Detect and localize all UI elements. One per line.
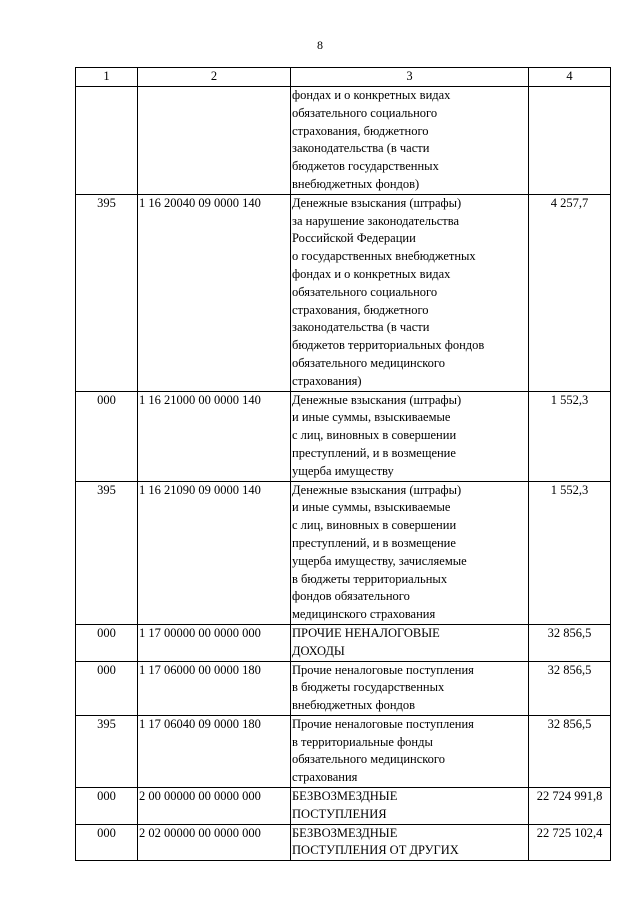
amount-cell: 1 552,3 bbox=[529, 391, 611, 481]
revenue-name-line: БЕЗВОЗМЕЗДНЫЕ bbox=[292, 789, 398, 804]
revenue-name-cell bbox=[291, 194, 529, 391]
revenue-name-line: с лиц, виновных в совершении bbox=[292, 428, 457, 443]
revenue-name-line: страхования bbox=[292, 770, 358, 785]
revenue-name-line: бюджетов территориальных фондов bbox=[292, 338, 485, 353]
budget-code-cell: 1 16 21000 00 0000 140 bbox=[138, 391, 291, 481]
revenue-name-cell bbox=[291, 391, 529, 481]
revenue-name-line: ущерба имуществу, зачисляемые bbox=[292, 553, 467, 568]
admin-code-cell: 395 bbox=[76, 194, 138, 391]
table-row bbox=[76, 624, 611, 661]
revenue-name-line: Денежные взыскания (штрафы) bbox=[292, 392, 462, 407]
table-body bbox=[76, 87, 611, 861]
revenue-name-line: о государственных внебюджетных bbox=[292, 249, 476, 264]
revenue-name-line: ПОСТУПЛЕНИЯ bbox=[292, 806, 387, 821]
revenue-name-line: и иные суммы, взыскиваемые bbox=[292, 410, 451, 425]
budget-code-cell: 1 16 20040 09 0000 140 bbox=[138, 194, 291, 391]
revenue-name-line: бюджетов государственных bbox=[292, 159, 439, 174]
revenue-name-cell bbox=[291, 481, 529, 624]
table-row bbox=[76, 194, 611, 391]
table-row bbox=[76, 824, 611, 861]
admin-code-cell: 000 bbox=[76, 788, 138, 825]
admin-code-cell: 395 bbox=[76, 715, 138, 787]
header-col-1: 1 bbox=[76, 68, 138, 87]
table-row bbox=[76, 391, 611, 481]
amount-cell: 32 856,5 bbox=[529, 715, 611, 787]
revenue-name-line: ПРОЧИЕ НЕНАЛОГОВЫЕ bbox=[292, 625, 440, 640]
admin-code-cell bbox=[76, 87, 138, 195]
amount-cell: 32 856,5 bbox=[529, 661, 611, 715]
revenue-name-line: законодательства (в части bbox=[292, 320, 430, 335]
revenue-name-line: с лиц, виновных в совершении bbox=[292, 518, 457, 533]
revenue-name-line: ущерба имуществу bbox=[292, 463, 394, 478]
header-col-3: 3 bbox=[291, 68, 529, 87]
revenue-name-line: преступлений, и в возмещение bbox=[292, 445, 456, 460]
revenue-name-line: страхования, бюджетного bbox=[292, 123, 429, 138]
budget-code-cell: 1 16 21090 09 0000 140 bbox=[138, 481, 291, 624]
table-row bbox=[76, 661, 611, 715]
revenue-name-line: фондах и о конкретных видах bbox=[292, 266, 451, 281]
revenue-name-line: страхования, бюджетного bbox=[292, 302, 429, 317]
revenue-name-cell bbox=[291, 624, 529, 661]
budget-code-cell: 1 17 06040 09 0000 180 bbox=[138, 715, 291, 787]
budget-code-cell: 2 00 00000 00 0000 000 bbox=[138, 788, 291, 825]
revenue-name-line: обязательного медицинского bbox=[292, 752, 446, 767]
budget-code-cell: 1 17 06000 00 0000 180 bbox=[138, 661, 291, 715]
amount-cell: 4 257,7 bbox=[529, 194, 611, 391]
revenue-name-line: обязательного медицинского bbox=[292, 355, 446, 370]
revenue-name-line: БЕЗВОЗМЕЗДНЫЕ bbox=[292, 825, 398, 840]
revenue-name-line: Прочие неналоговые поступления bbox=[292, 662, 474, 677]
revenue-name-line: в бюджеты государственных bbox=[292, 680, 445, 695]
revenue-name-cell bbox=[291, 661, 529, 715]
revenue-name-line: ПОСТУПЛЕНИЯ ОТ ДРУГИХ bbox=[292, 843, 459, 858]
revenue-name-line: и иные суммы, взыскиваемые bbox=[292, 500, 451, 515]
table-row bbox=[76, 87, 611, 195]
admin-code-cell: 000 bbox=[76, 661, 138, 715]
revenue-name-line: фондов обязательного bbox=[292, 589, 410, 604]
table-header bbox=[76, 68, 611, 87]
admin-code-cell: 000 bbox=[76, 624, 138, 661]
table-row bbox=[76, 788, 611, 825]
admin-code-cell: 395 bbox=[76, 481, 138, 624]
admin-code-cell: 000 bbox=[76, 391, 138, 481]
revenue-table bbox=[75, 67, 611, 861]
revenue-name-line: за нарушение законодательства bbox=[292, 213, 459, 228]
revenue-name-line: внебюджетных фондов) bbox=[292, 176, 420, 191]
amount-cell: 1 552,3 bbox=[529, 481, 611, 624]
amount-cell bbox=[529, 87, 611, 195]
budget-code-cell: 2 02 00000 00 0000 000 bbox=[138, 824, 291, 861]
amount-cell: 32 856,5 bbox=[529, 624, 611, 661]
revenue-name-line: преступлений, и в возмещение bbox=[292, 535, 456, 550]
page-number: 8 bbox=[317, 38, 323, 52]
revenue-name-line: в бюджеты территориальных bbox=[292, 571, 448, 586]
revenue-name-line: Денежные взыскания (штрафы) bbox=[292, 195, 462, 210]
revenue-name-line: Денежные взыскания (штрафы) bbox=[292, 482, 462, 497]
revenue-name-line: законодательства (в части bbox=[292, 141, 430, 156]
revenue-name-line: обязательного социального bbox=[292, 284, 438, 299]
amount-cell: 22 725 102,4 bbox=[529, 824, 611, 861]
revenue-name-cell bbox=[291, 87, 529, 195]
header-col-2: 2 bbox=[138, 68, 291, 87]
header-col-4: 4 bbox=[529, 68, 611, 87]
revenue-name-cell bbox=[291, 788, 529, 825]
revenue-name-line: медицинского страхования bbox=[292, 607, 436, 622]
revenue-name-line: фондах и о конкретных видах bbox=[292, 88, 451, 102]
budget-code-cell: 1 17 00000 00 0000 000 bbox=[138, 624, 291, 661]
admin-code-cell: 000 bbox=[76, 824, 138, 861]
revenue-name-line: Российской Федерации bbox=[292, 231, 416, 246]
revenue-name-line: Прочие неналоговые поступления bbox=[292, 716, 474, 731]
budget-code-cell bbox=[138, 87, 291, 195]
table-row bbox=[76, 481, 611, 624]
revenue-name-line: внебюджетных фондов bbox=[292, 698, 416, 713]
table-row bbox=[76, 715, 611, 787]
header-row bbox=[76, 68, 611, 87]
revenue-name-line: страхования) bbox=[292, 373, 362, 388]
revenue-name-cell bbox=[291, 715, 529, 787]
amount-cell: 22 724 991,8 bbox=[529, 788, 611, 825]
revenue-name-line: обязательного социального bbox=[292, 105, 438, 120]
revenue-name-line: ДОХОДЫ bbox=[292, 643, 345, 658]
revenue-name-line: в территориальные фонды bbox=[292, 734, 433, 749]
revenue-name-cell bbox=[291, 824, 529, 861]
